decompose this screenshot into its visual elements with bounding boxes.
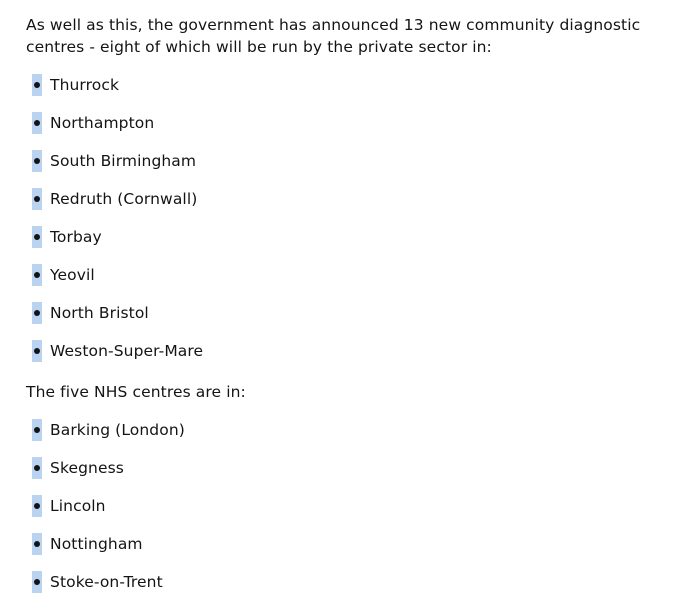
bullet-icon — [32, 457, 42, 479]
bullet-icon — [32, 340, 42, 362]
bullet-icon — [32, 533, 42, 555]
private-centres-list — [26, 74, 666, 378]
list-item-label: North Bristol — [50, 304, 149, 322]
list-item — [26, 457, 666, 495]
list-item — [26, 150, 666, 188]
bullet-icon — [32, 112, 42, 134]
list-item-label: Nottingham — [50, 535, 143, 553]
list-item-label: Yeovil — [50, 266, 95, 284]
intro-paragraph: As well as this, the government has announced 13 new community diagnostic centres - eight of which will be run by the private sector in: — [26, 16, 641, 56]
list-item-label: Northampton — [50, 114, 155, 132]
bullet-icon — [32, 495, 42, 517]
nhs-centres-list — [26, 419, 666, 609]
bullet-icon — [32, 264, 42, 286]
list-item — [26, 419, 666, 457]
list-item — [26, 533, 666, 571]
list-item-label: Stoke-on-Trent — [50, 573, 163, 591]
list-item — [26, 264, 666, 302]
bullet-icon — [32, 74, 42, 96]
list-item — [26, 571, 666, 609]
nhs-intro-paragraph: The five NHS centres are in: — [26, 383, 246, 401]
list-item — [26, 226, 666, 264]
list-item-label: Torbay — [50, 228, 102, 246]
list-item — [26, 188, 666, 226]
list-item-label: Thurrock — [50, 76, 120, 94]
list-item — [26, 112, 666, 150]
bullet-icon — [32, 188, 42, 210]
list-item — [26, 340, 666, 378]
list-item-label: Skegness — [50, 459, 124, 477]
bullet-icon — [32, 150, 42, 172]
list-item — [26, 495, 666, 533]
bullet-icon — [32, 419, 42, 441]
bullet-icon — [32, 302, 42, 324]
list-item — [26, 74, 666, 112]
list-item-label: Lincoln — [50, 497, 106, 515]
list-item-label: Redruth (Cornwall) — [50, 190, 198, 208]
list-item-label: South Birmingham — [50, 152, 197, 170]
list-item-label: Barking (London) — [50, 421, 185, 439]
bullet-icon — [32, 571, 42, 593]
list-item-label: Weston-Super-Mare — [50, 342, 204, 360]
bullet-icon — [32, 226, 42, 248]
list-item — [26, 302, 666, 340]
